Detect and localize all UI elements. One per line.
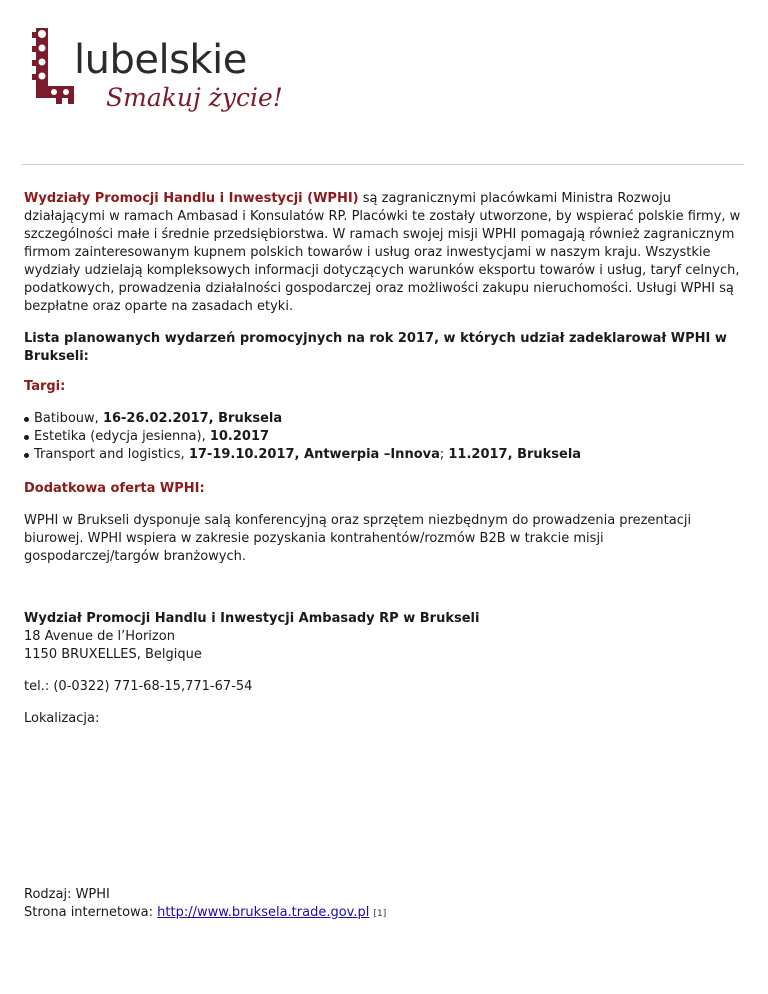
fair-name: Batibouw, bbox=[34, 411, 103, 426]
fair-name: Transport and logistics, bbox=[34, 447, 189, 462]
article-body bbox=[24, 190, 742, 923]
offer-heading: Dodatkowa oferta WPHI: bbox=[24, 481, 205, 496]
logo-wordmark: lubelskie bbox=[74, 37, 247, 83]
fair-detail: 10.2017 bbox=[209, 429, 270, 444]
intro-lead: Wydziały Promocji Handlu i Inwestycji (WPHI) bbox=[24, 191, 359, 206]
footnote-ref: [1] bbox=[373, 909, 387, 919]
list-item bbox=[24, 410, 742, 428]
website-line bbox=[24, 904, 742, 923]
logo-tagline: Smakuj życie! bbox=[106, 83, 283, 112]
fairs-heading: Targi: bbox=[24, 379, 66, 394]
offer-text: WPHI w Brukseli dysponuje salą konferencyjną oraz sprzętem niezbędnym do prowadzenia prezentacji biurowej. WPHI wspiera w zakresie pozyskania kontrahentów/rozmów B2B w trakcie misji gospodarczej/targów branżowych. bbox=[24, 513, 692, 564]
website-link[interactable]: http://www.bruksela.trade.gov.pl bbox=[157, 905, 370, 920]
header-divider bbox=[22, 164, 744, 165]
intro-paragraph bbox=[24, 190, 742, 316]
website-label: Strona internetowa: bbox=[24, 905, 158, 920]
list-item bbox=[24, 446, 742, 464]
fair-extra: 11.2017, Bruksela bbox=[448, 447, 582, 462]
lubelskie-logo bbox=[26, 24, 283, 124]
intro-text: są zagranicznymi placówkami Ministra Rozwoju działającymi w ramach Ambasad i Konsulatów RP. Placówki te zostały utworzone, by wspierać polskie firmy, w szczególności małe i średnie przedsiębiorstwa. W ramach swojej misji WPHI pomagają również zagranicznym firmom zainteresowanym kupnem polskich towarów i usług oraz inwestycjami w naszym kraju. Wszystkie wydziały udzielają kompleksowych informacji dotyczących warunków eksportu towarów i usług, taryf celnych, podatkowych, prowadzenia działalności gospodarczej oraz możliwości zakupu nieruchomości. Usługi WPHI są bezpłatne oraz oparte na zasadach etyki. bbox=[24, 191, 741, 314]
fairs-list bbox=[24, 410, 742, 464]
location-label: Lokalizacja: bbox=[24, 711, 100, 726]
office-type: Rodzaj: WPHI bbox=[24, 887, 110, 902]
address-city: 1150 BRUXELLES, Belgique bbox=[24, 647, 202, 662]
address-street: 18 Avenue de l’Horizon bbox=[24, 629, 175, 644]
fair-detail: 17-19.10.2017, Antwerpia –Innova bbox=[188, 447, 440, 462]
events-heading: Lista planowanych wydarzeń promocyjnych na rok 2017, w których udział zadeklarował WPHI w Brukseli: bbox=[24, 331, 727, 364]
fair-name: Estetika (edycja jesienna), bbox=[34, 429, 210, 444]
fair-separator: ; bbox=[439, 447, 449, 462]
list-item bbox=[24, 428, 742, 446]
office-name: Wydział Promocji Handlu i Inwestycji Ambasady RP w Brukseli bbox=[24, 611, 480, 626]
contact-address bbox=[24, 610, 742, 664]
contact-phone: tel.: (0-0322) 771-68-15,771-67-54 bbox=[24, 679, 253, 694]
fair-detail: 16-26.02.2017, Bruksela bbox=[102, 411, 283, 426]
